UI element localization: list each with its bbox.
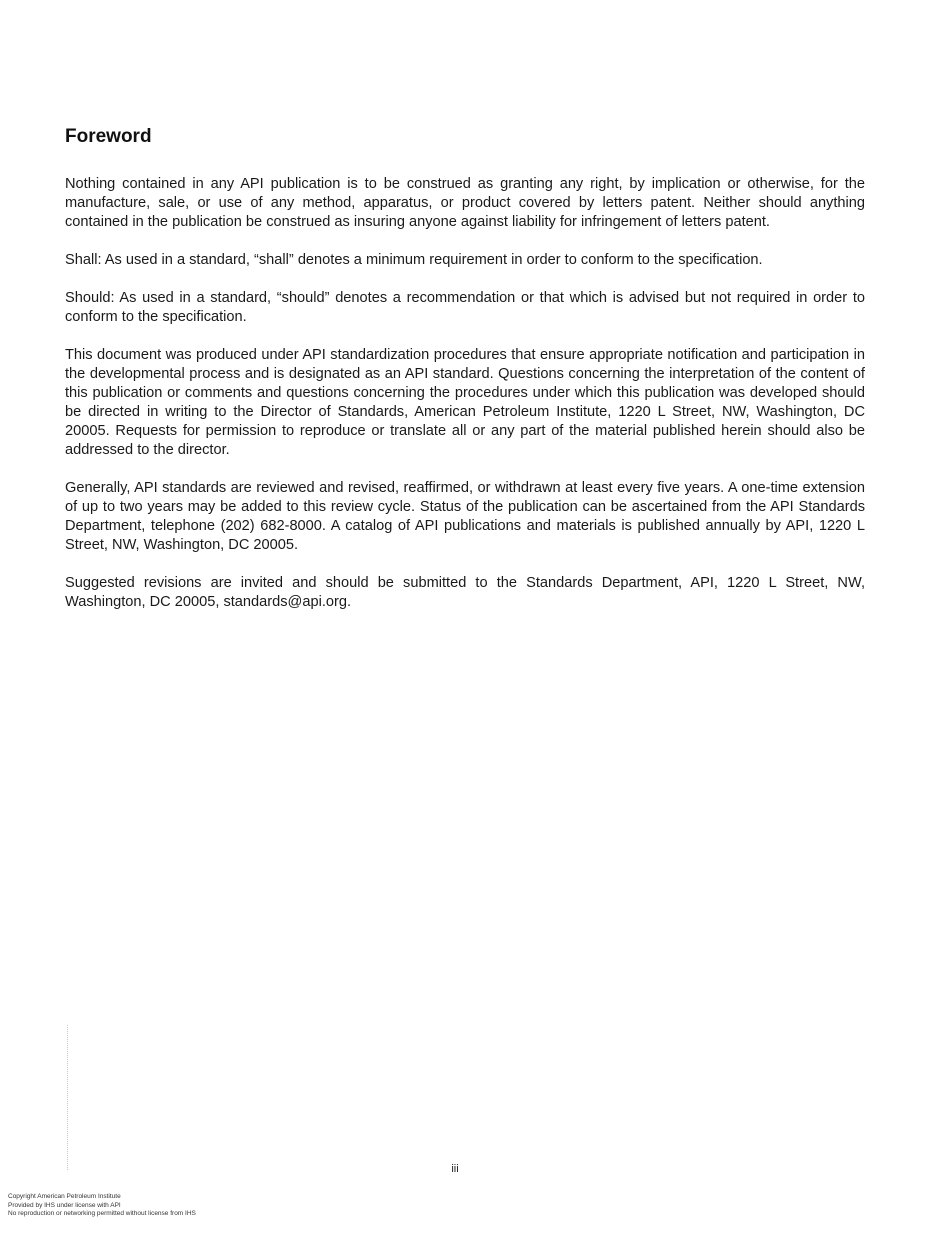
paragraph-suggested-revisions: Suggested revisions are invited and should be submitted to the Standards Department, API, 1220 L Street, NW, Washington, DC 20005, standards@api.org.	[65, 575, 865, 610]
page-title: Foreword	[65, 126, 152, 147]
paragraph-review-cycle: Generally, API standards are reviewed and revised, reaffirmed, or withdrawn at least every five years. A one-time extension of up to two years may be added to this review cycle. Status of the publication can be ascertained from the API Standards Department, telephone (202) 682-8000. A catalog of API publications and materials is published annually by API, 1220 L Street, NW, Washington, DC 20005.	[65, 480, 865, 553]
paragraph-shall-definition: Shall: As used in a standard, “shall” denotes a minimum requirement in order to conform to the specification.	[65, 252, 763, 268]
margin-watermark-mark	[67, 1025, 71, 1170]
paragraph-patent-disclaimer: Nothing contained in any API publication is to be construed as granting any right, by implication or otherwise, for the manufacture, sale, or use of any method, apparatus, or product covered by letters patent. Neither should anything contained in the publication be construed as insuring anyone against liability for infringement of letters patent.	[65, 176, 865, 230]
page-number: iii	[451, 1163, 459, 1175]
foreword-body	[65, 175, 865, 631]
copyright-footer	[8, 1193, 196, 1219]
footer-line-copyright: Copyright American Petroleum Institute	[8, 1193, 121, 1200]
paragraph-should-definition: Should: As used in a standard, “should” denotes a recommendation or that which is advised but not required in order to conform to the specification.	[65, 290, 865, 325]
footer-line-reproduction: No reproduction or networking permitted without license from IHS	[8, 1210, 196, 1217]
paragraph-standardization-procedures: This document was produced under API standardization procedures that ensure appropriate notification and participation in the developmental process and is designated as an API standard. Questions concerning the interpretation of the content of this publication or comments and questions concerning the procedures under which this publication was developed should be directed in writing to the Director of Standards, American Petroleum Institute, 1220 L Street, NW, Washington, DC 20005. Requests for permission to reproduce or translate all or any part of the material published herein should also be addressed to the director.	[65, 347, 865, 458]
footer-line-license: Provided by IHS under license with API	[8, 1201, 121, 1209]
